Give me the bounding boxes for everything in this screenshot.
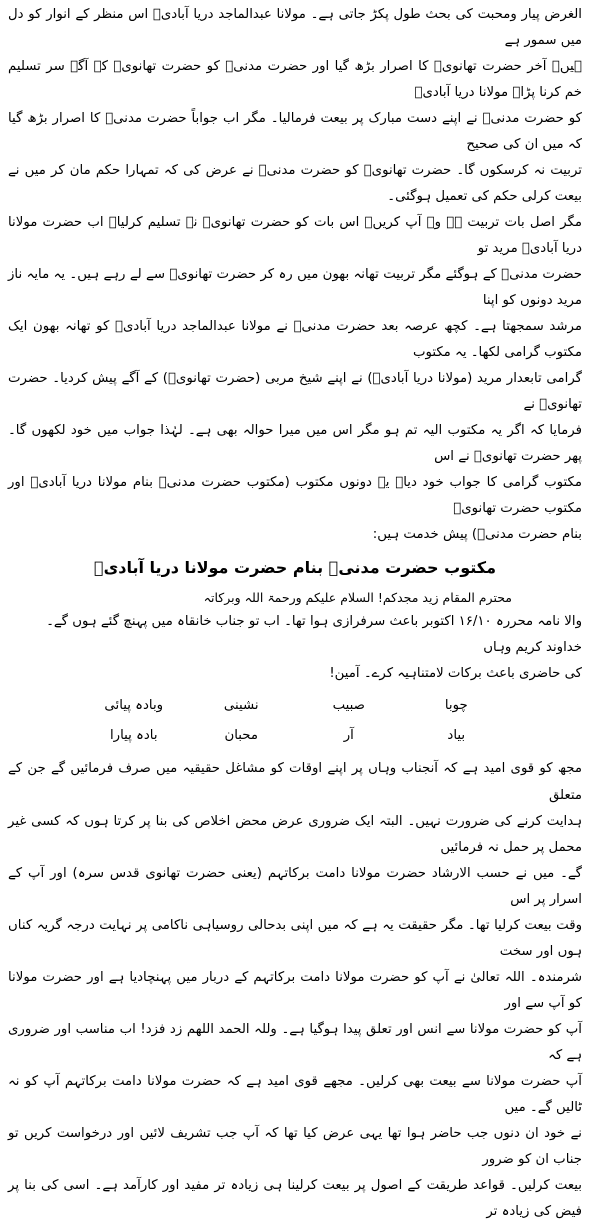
verse-word: محبان <box>224 728 259 743</box>
text-line: گے۔ میں نے حسب الارشاد حضرت مولانا دامت برکاتہم (یعنی حضرت تھانوی قدس سرہ) اور آپ کے اسرار پر اس <box>8 866 582 907</box>
text-line: والا نامہ محررہ ۱۶/۱۰ اکتوبر باعث سرفرازی ہوا تھا۔ اب تو جناب خانقاہ میں پہنچ گئے ہوں گے۔ خداوند کریم وہاں <box>46 614 582 655</box>
verse-word: بادہ پیارا <box>109 728 158 743</box>
text-line: گرامی تابعدار مرید (مولانا دریا آبادیؒ) نے اپنے شیخ مربی (حضرت تھانویؒ) کے آگے پیش کردیا۔ حضرت تھانویؒ نے <box>8 371 582 412</box>
letter-heading: مکتوب حضرت مدنیؒ بنام حضرت مولانا دریا آبادیؒ <box>94 558 496 577</box>
letter-opening <box>8 609 582 687</box>
verse-word: صبیب <box>332 698 365 713</box>
text-line: مگر اصل بات تربیت ہے وہ آپ کریں۔ اس بات کو حضرت تھانویؒ نے تسلیم کرلیا۔ اب حضرت مولانا دریا آبادیؒ مرید تو <box>8 215 582 256</box>
verse-word: بیاد <box>447 728 466 743</box>
text-line: وقت بیعت کرلیا تھا۔ مگر حقیقت یہ ہے کہ میں اپنی بدحالی روسیاہی ناکامی پر نہایت درجہ گریہ کناں ہوں اور سخت <box>8 918 582 959</box>
text-line: مجھ کو قوی امید ہے کہ آنجناب وہاں پر اپنے اوقات کو مشاغل حقیقیہ میں صرف فرمائیں گے جن کے متعلق <box>8 761 582 803</box>
text-line: مکتوب گرامی کا جواب خود دیا۔ یہ دونوں مکتوب (مکتوب حضرت مدنیؒ بنام مولانا دریا آبادیؒ اور مکتوب حضرت تھانویؒ <box>8 475 582 516</box>
text-line: الغرض پیار ومحبت کی بحث طول پکڑ جاتی ہے۔ مولانا عبدالماجد دریا آبادیؒ اس منظر کے انوار کو دل میں سمور ہے <box>8 7 582 48</box>
text-line: مرشد سمجھتا ہے۔ کچھ عرصہ بعد حضرت مدنیؒ نے مولانا عبدالماجد دریا آبادیؒ کو تھانہ بھون ایک مکتوب گرامی لکھا۔ یہ مکتوب <box>8 319 582 360</box>
text-line: نے خود ان دنوں جب حاضر ہوا تھا یہی عرض کیا تھا کہ آپ جب تشریف لائیں اور درخواست کریں تو جناب ان کو ضرور <box>8 1126 582 1167</box>
text-line: حضرت مدنیؒ کے ہوگئے مگر تربیت تھانہ بھون میں رہ کر حضرت تھانویؒ سے لے رہے ہیں۔ یہ مایہ ناز مرید دونوں کو اپنا <box>8 267 582 308</box>
verse-word: چوبا <box>444 698 468 713</box>
text-line: کو حضرت مدنیؒ نے اپنے دست مبارک پر بیعت فرمالیا۔ مگر اب جواباً حضرت مدنیؒ کا اصرار بڑھ گیا کہ میں ان کی صحیح <box>8 111 582 152</box>
text-line: آپ کو حضرت مولانا سے انس اور تعلق پیدا ہوگیا ہے۔ وللہ الحمد اللھم زد فزد! اب مناسب اور ضروری ہے کہ <box>8 1022 582 1063</box>
text-line: شرمندہ۔ اللہ تعالیٰ نے آپ کو حضرت مولانا دامت برکاتہم کے دربار میں پہنچادیا ہے اور حضرت مولانا کو آپ سے اور <box>8 970 582 1011</box>
text-line: آپ حضرت مولانا سے بیعت بھی کرلیں۔ مجھے قوی امید ہے کہ حضرت مولانا دامت برکاتہم آپ کو نہ ٹالیں گے۔ میں <box>8 1074 582 1115</box>
text-line: کی حاضری باعث برکات لامتناہیہ کرے۔ آمین! <box>329 666 582 681</box>
text-line: بنام حضرت مدنیؒ) پیش خدمت ہیں: <box>372 527 582 542</box>
letter-body <box>8 755 582 1225</box>
intro-paragraph <box>8 2 582 548</box>
verse-block <box>80 691 510 751</box>
text-line: بیعت کرلیں۔ قواعد طریقت کے اصول پر بیعت کرلینا ہی زیادہ تر مفید اور کارآمد ہے۔ اسی کی بنا پر فیض کی زیادہ تر <box>8 1178 582 1219</box>
text-line: تربیت نہ کرسکوں گا۔ حضرت تھانویؒ کو حضرت مدنیؒ نے عرض کی کہ تمہارا حکم مان کر میں نے بیعت کرلی حکم کی تعمیل ہوگئی۔ <box>8 163 582 204</box>
text-line: فرمایا کہ اگر یہ مکتوب الیہ تم ہو مگر اس میں میرا حوالہ بھی ہے۔ لہٰذا جواب میں خود لکھوں گا۔ پھر حضرت تھانویؒ نے اس <box>8 423 582 464</box>
verse-word: آر <box>343 728 354 743</box>
verse-word: وبادہ پیائی <box>104 698 164 713</box>
text-line: ہدایت کرنے کی ضرورت نہیں۔ البتہ ایک ضروری عرض محض اخلاص کی بنا پر کرتا ہوں کہ کسی غیر محمل پر حمل نہ فرمائیں <box>8 814 582 855</box>
verse-word: نشینی <box>223 698 259 713</box>
letter-salutation: محترم المقام زید مجدکم! السلام علیکم ورحمۃ اللہ وبرکاتہ <box>203 590 512 605</box>
text-line: ہیں۔ آخر حضرت تھانویؒ کا اصرار بڑھ گیا اور حضرت مدنیؒ کو حضرت تھانویؒ کے آگے سر تسلیم خم کرنا پڑا۔ مولانا دریا آبادیؒ <box>8 59 582 100</box>
